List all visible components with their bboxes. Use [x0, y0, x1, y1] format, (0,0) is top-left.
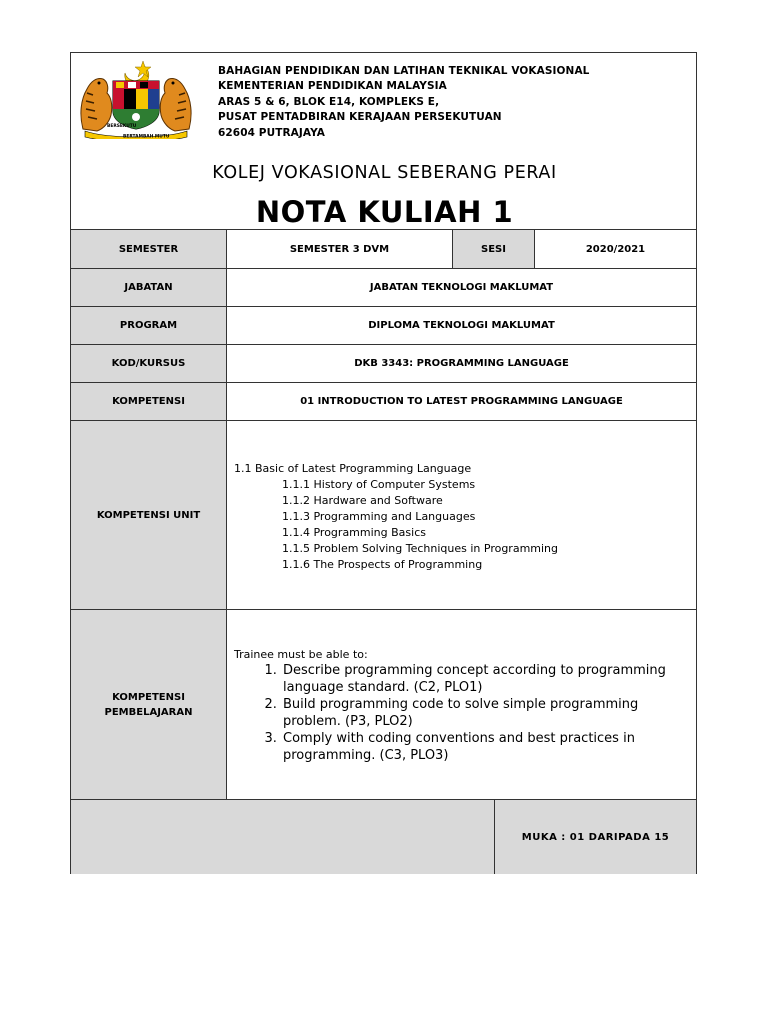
unit-subitem: 1.1.6 The Prospects of Programming: [282, 558, 483, 571]
semester-label: SEMESTER: [71, 230, 227, 268]
sesi-value: 2020/2021: [585, 243, 646, 255]
kompetensi-unit-list: [234, 461, 558, 573]
semester-value: SEMESTER 3 DVM: [227, 230, 453, 268]
crest-motto-left: BERSEKUTU: [107, 124, 137, 129]
program-row: [71, 306, 696, 344]
program-value: DIPLOMA TEKNOLOGI MAKLUMAT: [368, 320, 555, 331]
jabatan-value: JABATAN TEKNOLOGI MAKLUMAT: [369, 282, 554, 293]
crest-motto-right: BERTAMBAH MUTU: [123, 134, 170, 139]
learning-label-line: PEMBELAJARAN: [104, 706, 193, 718]
unit-subitem: 1.1.4 Programming Basics: [282, 526, 426, 539]
learning-outcome-item: 2. Build programming code to solve simple programming problem. (P3, PLO2): [281, 696, 684, 730]
unit-subitem: 1.1.2 Hardware and Software: [282, 494, 443, 507]
learning-intro: Trainee must be able to:: [234, 648, 368, 661]
unit-subitem: 1.1.1 History of Computer Systems: [282, 478, 476, 491]
jabatan-row: [71, 268, 696, 306]
agency-line: PUSAT PENTADBIRAN KERAJAAN PERSEKUTUAN: [218, 111, 502, 124]
unit-subitem: 1.1.5 Problem Solving Techniques in Programming: [282, 542, 559, 555]
kod-kursus-label: KOD/KURSUS: [71, 345, 227, 382]
kompetensi-pembelajaran-label: [71, 610, 227, 799]
agency-line: 62604 PUTRAJAYA: [218, 126, 326, 139]
unit-subitem: 1.1.3 Programming and Languages: [282, 510, 476, 523]
college-name: KOLEJ VOKASIONAL SEBERANG PERAI: [212, 163, 557, 183]
kod-kursus-row: [71, 344, 696, 382]
kod-kursus-value: DKB 3343: PROGRAMMING LANGUAGE: [354, 358, 569, 369]
agency-address-block: [218, 64, 589, 141]
agency-line: KEMENTERIAN PENDIDIKAN MALAYSIA: [218, 80, 447, 93]
kompetensi-row: [71, 382, 696, 420]
kompetensi-value: 01 INTRODUCTION TO LATEST PROGRAMMING LANGUAGE: [300, 396, 623, 407]
learning-outcome-list: [234, 662, 684, 764]
sesi-label: SESI: [453, 230, 535, 268]
kompetensi-pembelajaran-row: [71, 609, 696, 799]
jabatan-label: JABATAN: [71, 269, 227, 306]
document-header: [71, 53, 696, 229]
learning-outcome-item: 3. Comply with coding conventions and best practices in programming. (C3, PLO3): [281, 730, 684, 764]
malaysia-coat-of-arms-logo: [77, 59, 195, 139]
learning-outcome-item: 1. Describe programming concept according to programming language standard. (C2, PLO1): [281, 662, 684, 696]
footer-row: [71, 799, 696, 874]
kompetensi-unit-label: KOMPETENSI UNIT: [71, 421, 227, 609]
document-page: [70, 52, 697, 874]
semester-row: [71, 229, 696, 268]
unit-heading: 1.1 Basic of Latest Programming Language: [234, 462, 472, 475]
program-label: PROGRAM: [71, 307, 227, 344]
document-title: NOTA KULIAH 1: [255, 195, 514, 229]
page-info: MUKA : 01 DARIPADA 15: [494, 800, 696, 874]
agency-line: BAHAGIAN PENDIDIKAN DAN LATIHAN TEKNIKAL VOKASIONAL: [218, 65, 590, 77]
kompetensi-label: KOMPETENSI: [71, 383, 227, 420]
agency-line: ARAS 5 & 6, BLOK E14, KOMPLEKS E,: [218, 95, 440, 108]
kompetensi-unit-row: [71, 420, 696, 609]
learning-label-line: KOMPETENSI: [112, 691, 185, 703]
learning-outcomes: [234, 648, 684, 764]
